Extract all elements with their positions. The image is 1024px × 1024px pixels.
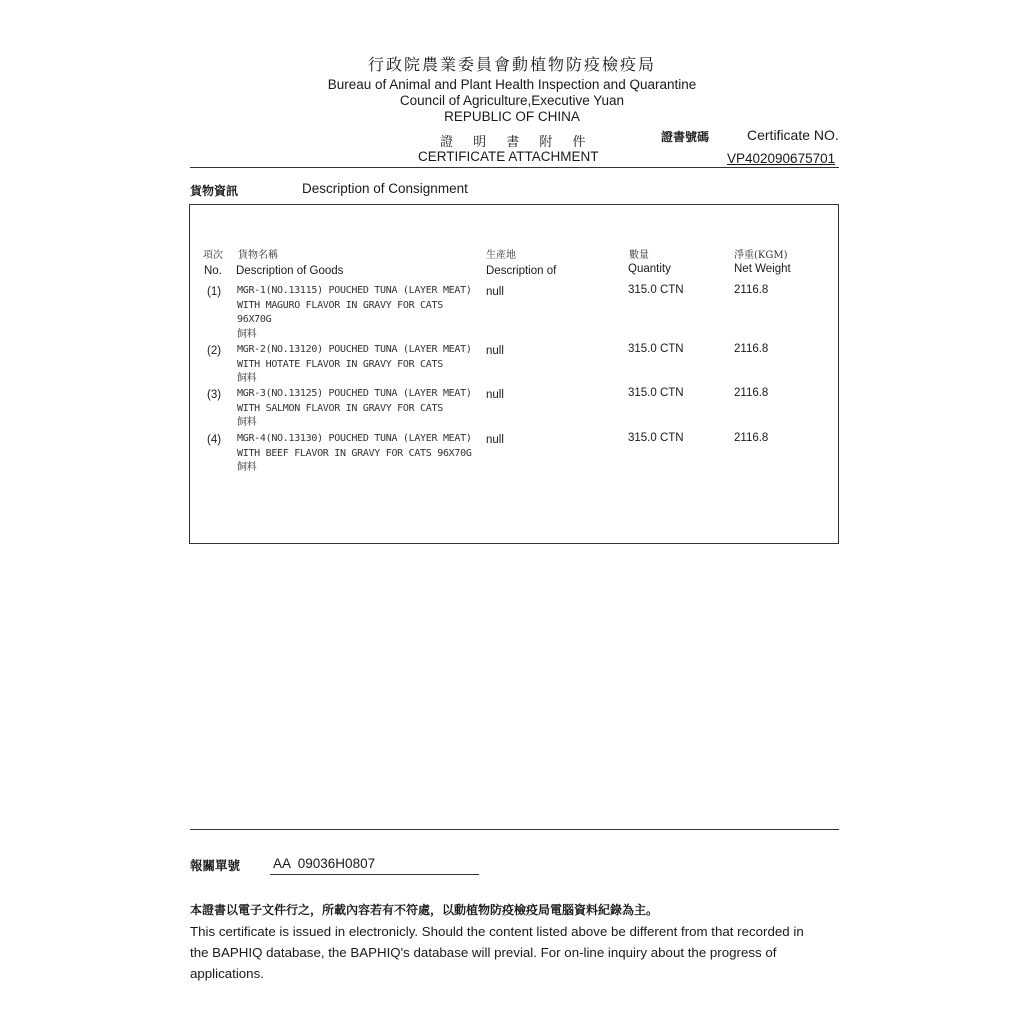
header-origin-en: Description of xyxy=(486,265,557,277)
customs-underline xyxy=(270,874,479,875)
row-2-origin: null xyxy=(486,345,504,357)
cert-no-label-zh: 證書號碼 xyxy=(661,130,710,144)
country-title-en: REPUBLIC OF CHINA xyxy=(444,109,580,124)
header-quantity-zh: 數量 xyxy=(629,250,649,261)
header-origin-zh: 生產地 xyxy=(486,250,516,261)
customs-value: AA 09036H0807 xyxy=(273,856,376,871)
row-2-goods-line-2: WITH HOTATE FLAVOR IN GRAVY FOR CATS xyxy=(237,358,443,370)
consignment-label-en: Description of Consignment xyxy=(302,181,468,196)
bureau-title-en: Bureau of Animal and Plant Health Inspection and Quarantine xyxy=(327,77,697,92)
row-4-no: (4) xyxy=(207,434,222,446)
row-2-weight: 2116.8 xyxy=(734,343,769,355)
header-weight-zh: 淨重(KGM) xyxy=(734,250,788,261)
row-4-weight: 2116.8 xyxy=(734,432,769,444)
row-1-goods-line-2: WITH MAGURO FLAVOR IN GRAVY FOR CATS xyxy=(237,299,443,311)
row-1-weight: 2116.8 xyxy=(734,284,769,296)
row-3-no: (3) xyxy=(207,389,222,401)
row-4-goods-line-1: MGR-4(NO.13130) POUCHED TUNA (LAYER MEAT) xyxy=(237,433,472,444)
row-1-goods-line-4: 飼料 xyxy=(237,328,257,340)
row-1-goods xyxy=(237,284,472,342)
council-title-en: Council of Agriculture,Executive Yuan xyxy=(399,93,625,108)
header-quantity-en: Quantity xyxy=(628,263,671,275)
row-2-goods-line-3: 飼料 xyxy=(237,373,257,384)
row-3-goods-line-1: MGR-3(NO.13125) POUCHED TUNA (LAYER MEAT) xyxy=(237,388,472,399)
cert-no-label-en: Certificate NO. xyxy=(747,127,839,143)
row-3-weight: 2116.8 xyxy=(734,387,769,399)
customs-label-zh: 報關單號 xyxy=(190,858,241,873)
notice-en-line-2: the BAPHIQ database, the BAPHIQ's database will previal. For on-line inquiry about the progress of xyxy=(190,945,777,960)
notice-en-line-1: This certificate is issued in electronicly. Should the content listed above be different from that recorded in xyxy=(190,924,804,939)
consignment-label-zh: 貨物資訊 xyxy=(190,184,239,198)
row-3-goods xyxy=(237,387,472,431)
row-4-origin: null xyxy=(486,434,504,446)
cert-no-value: VP402090675701 xyxy=(727,151,836,166)
row-3-origin: null xyxy=(486,389,504,401)
row-4-goods xyxy=(237,432,472,476)
row-1-goods-line-3: 96X70G xyxy=(237,314,272,325)
notice-zh: 本證書以電子文件行之，所載內容若有不符處，以動植物防疫檢疫局電腦資料紀錄為主。 xyxy=(190,903,659,917)
header-no-en: No. xyxy=(204,265,222,277)
row-3-goods-line-3: 飼料 xyxy=(237,417,257,428)
row-1-quantity: 315.0 CTN xyxy=(628,284,684,296)
row-1-origin: null xyxy=(486,286,504,298)
bureau-title-zh: 行政院農業委員會動植物防疫檢疫局 xyxy=(367,55,656,74)
attachment-title-en: CERTIFICATE ATTACHMENT xyxy=(418,149,599,164)
header-goods-zh: 貨物名稱 xyxy=(238,250,278,261)
row-2-no: (2) xyxy=(207,345,222,357)
row-1-no: (1) xyxy=(207,286,222,298)
row-2-goods xyxy=(237,343,472,387)
row-4-goods-line-3: 飼料 xyxy=(237,462,257,473)
row-2-quantity: 315.0 CTN xyxy=(628,343,684,355)
header-no-zh: 項次 xyxy=(203,250,223,261)
row-2-goods-line-1: MGR-2(NO.13120) POUCHED TUNA (LAYER MEAT) xyxy=(237,344,472,355)
attachment-title-zh: 證 明 書 附 件 xyxy=(440,135,594,150)
header-goods-en: Description of Goods xyxy=(236,265,344,277)
row-1-goods-line-1: MGR-1(NO.13115) POUCHED TUNA (LAYER MEAT) xyxy=(237,285,472,296)
row-4-goods-line-2: WITH BEEF FLAVOR IN GRAVY FOR CATS 96X70G xyxy=(237,447,472,459)
row-3-goods-line-2: WITH SALMON FLAVOR IN GRAVY FOR CATS xyxy=(237,402,443,414)
header-weight-en: Net Weight xyxy=(734,263,791,275)
row-3-quantity: 315.0 CTN xyxy=(628,387,684,399)
notice-en-line-3: applications. xyxy=(190,966,264,981)
header-divider xyxy=(190,167,839,168)
row-4-quantity: 315.0 CTN xyxy=(628,432,684,444)
footer-divider xyxy=(190,829,839,830)
